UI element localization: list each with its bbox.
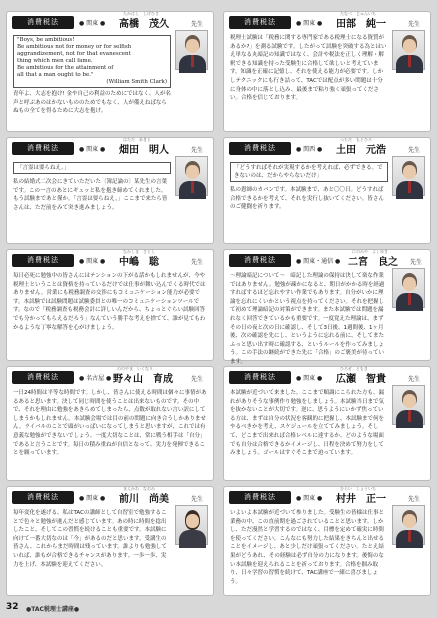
teacher-title: 先生 [191, 147, 204, 154]
teacher-name: 二宮 良之 [348, 257, 398, 268]
quote-line: thing which men call fame. [17, 58, 93, 64]
teacher-title: 先生 [408, 147, 421, 154]
teacher-title: 先生 [408, 496, 421, 503]
category-label: 消費税法 [12, 16, 74, 29]
teacher-card-tanabe [223, 11, 431, 132]
teacher-title: 先生 [191, 259, 204, 266]
region-label: ● 関東 ● [296, 375, 323, 382]
message-text: 税理士試験は「税務に関する専門家である税理士になる資質があるか?」を測る試験です。したがって試験を突破する為とはいえ単なる丸暗記の知識ではなく、会計や税法を正しく理解・解釈できる知識を持った受験生に合格して欲しいと考えています。知識を正確に記憶し、それを使える能力が必要です。しかしテクニックにも行き詰って、TACでは配点が多い問題は十分に身体の中に落とし込み、最後まで粘り強く頑張ってください。合格を信じております。 [230, 35, 387, 102]
teacher-name: 前川 尚美 [119, 494, 169, 505]
name-ruby: ののやま いくなり [117, 366, 153, 371]
page-number: 32 [6, 602, 19, 612]
teacher-title: 先生 [408, 21, 421, 28]
name-ruby: にのみや よしゆき [352, 249, 388, 254]
teacher-title: 先生 [191, 376, 204, 383]
name-ruby: ひろせ ともき [340, 366, 368, 371]
card-body [230, 272, 388, 365]
category-label: 消費税法 [12, 491, 74, 504]
region-label: ● 関東 ● [296, 495, 323, 502]
message-text: 青年よ、大志を抱け! 金や自己の利益のためにではなく、人が名声と呼ぶあのはかないもののためでもなく、人が備えねばならぬもの全てを得るために大志を抱け。 [13, 91, 171, 115]
region-label: ● 関東 ● [79, 495, 106, 502]
card-body [13, 389, 207, 476]
teacher-card-tsuchida [223, 137, 431, 244]
teacher-card-murai [223, 486, 431, 596]
region-label: ● 関東 ● [296, 20, 323, 27]
name-ruby: つちだ もとひろ [340, 137, 372, 142]
quote-line: Be ambitious for the attainment of [17, 65, 114, 71]
english-quote [13, 35, 171, 88]
teacher-photo [392, 268, 425, 308]
category-label: 消費税法 [229, 371, 291, 384]
name-ruby: なかしま さとし [123, 249, 155, 254]
teacher-card-maekawa [6, 486, 214, 596]
region-label: ● 関西 ● [296, 146, 323, 153]
region-label: ● 関東・通信 ● [296, 258, 341, 265]
message-text: いよいよ本試験が近づいて参りました。受験生の皆様は仕事と業務の中、この直前期を過ごされていることと思います。しかし、ただ漫然と学習するのではなく、目標を定めて確実に時間を使ってください。こんなにも努力した結果をきちんと出せることをイメージし、あと少しだけ頑張ってください。たとえ結果がどうあれ、その経験は必ず自分の力になります。後悔のない本試験を迎えられることを祈っております。合格を掴み取り、日々学習の習慣を続けて、TAC講座で一緒に喜びましょう。 [230, 510, 385, 585]
publication-title: ●TAC税理士講座● [26, 606, 80, 613]
category-label: 消費税法 [229, 491, 291, 504]
teacher-title: 先生 [408, 376, 421, 383]
card-body [230, 34, 388, 127]
teacher-card-hatada [6, 137, 214, 244]
region-label: ● 名古屋 ● [79, 375, 112, 382]
category-label: 消費税法 [12, 142, 74, 155]
teacher-name: 高橋 茂久 [119, 19, 169, 30]
message-text: 毎年変化を遂げる、私はTACの講師として自習室で勉強することで色々と勉強が進んだと感じています。あの時に時間を捻出したこと、そしてこの習慣を続けることも重要です。本試験に向けて一番大切なのは「今」があるのだと思います。受講生の皆さん、これからまだ時間は残っています。誰よりも勉強していれば、誰もが合格できるチャンスがあります。一歩一歩、実力を上げ、本試験を迎えてください。 [13, 510, 167, 568]
category-label: 消費税法 [229, 254, 291, 267]
category-label: 消費税法 [229, 16, 291, 29]
quote-box: 「言霊は要らねえ。」 [13, 162, 171, 174]
teacher-title: 先生 [191, 496, 204, 503]
teacher-photo [392, 30, 425, 70]
quote-line: "Boys, be ambitious! [17, 37, 75, 43]
teacher-photo [392, 156, 425, 196]
name-ruby: たかはし しげひさ [123, 11, 159, 16]
teacher-photo [392, 505, 425, 545]
teacher-name: 田部 純一 [336, 19, 386, 30]
name-ruby: むらい しょういち [340, 486, 376, 491]
message-text: 一日24時間は平等な時間です。しかし、皆さんに使える時間は個々に事情があるあると思います。決して同じ時間を使うことは出来ないものです。その中で、それを理由に勉強をあきらめてしまったら、点数が取れない言い訳にしてしまうかもしれません。本試験会場では目の前の問題に向き合うしかありません。ライバルのことで頭がいっぱいになってしまうと思いますが、これでは有意義な勉強ができないでしょう。一度大切なことは、常に戦う相手は「自分」であると言うことです。毎日の積み重ねが自信となって、実力を発揮できることを願っています。 [13, 390, 207, 457]
region-label: ● 関東 ● [79, 20, 106, 27]
page-footer [6, 602, 206, 614]
teacher-name: 土田 元浩 [336, 145, 386, 156]
card-header [7, 250, 213, 272]
category-label: 消費税法 [229, 142, 291, 155]
quote-line: Be ambitious not for money or for selfish [17, 44, 132, 50]
card-body [230, 509, 388, 591]
category-label: 消費税法 [12, 254, 74, 267]
teacher-card-takahashi [6, 11, 214, 132]
region-label: ● 関東 ● [79, 258, 106, 265]
card-body [230, 389, 388, 476]
card-header [7, 367, 213, 389]
quote-line: all that a man ought to be." [17, 72, 94, 78]
name-ruby: まえかわ なおみ [123, 486, 155, 491]
quote-line: aggrandizement, not for that evanescent [17, 51, 131, 57]
teacher-name: 村井 正一 [336, 494, 386, 505]
card-body [13, 34, 171, 127]
teacher-photo [175, 156, 208, 196]
name-ruby: はただ あきと [123, 137, 151, 142]
teacher-name: 畑田 明人 [119, 145, 169, 156]
teacher-card-ninomiya [223, 249, 431, 365]
teacher-name: 中嶋 聡 [119, 257, 159, 268]
message-text: 〜理論暗記について〜 暗記した理論の保持は決して楽な作業ではありません。勉強が疎かになると、期日がかかる時を経過すればするほど忘れやすい作業でもあります。自分がいかに理論を忘れにくいかという視点を持ってください。それを把握して初めて理論暗記の対策ができます。また本試験では問題を漏れなく回答できているかも重要です。一度覚えた理論は、まずその日の夜と次の日に確認し、そして3日後、1週間後、1ヶ月後、次の確認を先にし、というように忘れる前に、そしてまたふっと思い出す時に確認する、というルールを作ってみましょう。この手法の継続ができた先に「合格」のご褒美が待っています。 [230, 273, 385, 365]
message-text: 私の恩師のカバンです。本試験まで、あと〇〇日。どうすれば合格できるかを考えて、それを実行し抜いてください。皆さんのご健闘を祈ります。 [230, 187, 384, 211]
teacher-card-nonoyama [6, 366, 214, 481]
teacher-card-nakashima [6, 249, 214, 361]
region-label: ● 関東 ● [79, 146, 106, 153]
name-ruby: たなべ じゅんいち [340, 11, 376, 16]
card-body [13, 160, 171, 239]
teacher-name: 野々山 育成 [113, 374, 173, 385]
teacher-card-hirose [223, 366, 431, 481]
teacher-photo [175, 505, 208, 545]
teacher-title: 先生 [410, 259, 423, 266]
card-body [13, 272, 207, 356]
category-label: 消費税法 [12, 371, 74, 384]
message-text: 本試験が近づいて来ました。ここまで順調にこられた方も、漏れがありそうな事例作り勉強をしましょう。本試験当日まで気を抜かないことが大切です。逆に、思うようにいかず焦っている方は、まずは自分の状況を客観的に把握し、本試験まで何をやるべきかを考え、スケジュールを立ててみましょう。そして、どこまで出来れば合格レベルに達するか、どのような場面でも自分は合格できるかイメージし、日程を決めて努力をしてみましょう。ゴールはすぐそこまで迫っています。 [230, 390, 385, 457]
teacher-photo [392, 385, 425, 425]
teacher-photo [175, 30, 208, 70]
quote-attribution: (William Smith Clark) [106, 79, 167, 85]
card-body [230, 160, 388, 239]
message-text: 私の結婚式二次会にきていただいた〔簿記論の〕某先生の言葉です。この一言のあとにギュッと私を抱き締めてくれました。もう試験まであと僅か。「言霊は要らねえ。」ここまで来たら皆さんは、ただ前をみて突き進みましょう。 [13, 179, 168, 211]
teacher-message-grid [6, 11, 431, 596]
teacher-title: 先生 [191, 21, 204, 28]
message-text: 毎日必死に勉強中の皆さんにはテンションの下がる話かもしれませんが、今や税理士ということは資格を持っているだけでは仕事が舞い込んでくる時代ではありません。営業にも税務調査の交渉にもコミュニケーション能力が必要です。本試験では試験問題は試験委員との唯一のコミュニケーションツールです。なので「税務調査も税務会計に詳しいんだから、ちょっとぐらい試験回答でも分かってもらえるだろう」なんていう勝手な考えを捨てて、誰が見てもわかるような丁寧な解答を心がけましょう。 [13, 273, 206, 331]
quote-box: 「どうすればそれが実現するかを考えれば、必ずできる。できないのは、だからやらないだけ」 [230, 162, 388, 182]
teacher-name: 広瀬 智貴 [336, 374, 386, 385]
card-body [13, 509, 171, 591]
